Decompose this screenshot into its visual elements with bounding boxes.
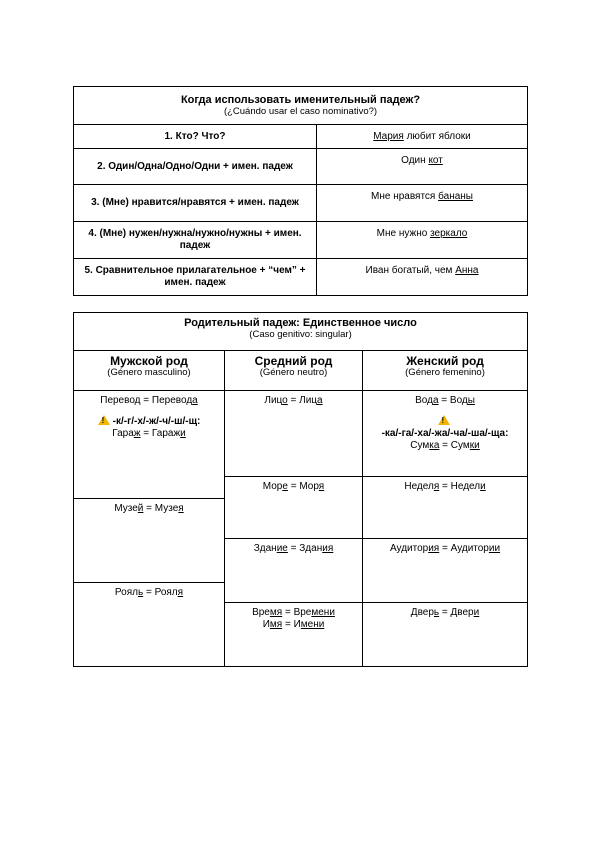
rule-3: 3. (Мне) нравится/нравятся + имен. падеж	[74, 185, 317, 222]
ex-dver: Дверь = Двери	[410, 607, 480, 618]
feminine-label: Женский род	[406, 354, 484, 368]
genitive-table	[73, 312, 528, 667]
rule-5: 5. Сравнительное прилагательное + “чем” + имен. падеж	[74, 259, 317, 296]
neut-more-cell	[225, 477, 363, 539]
masc-muzey-cell	[74, 499, 225, 583]
masculine-header	[74, 351, 225, 391]
neuter-es: (Género neutro)	[259, 367, 328, 378]
masc-perevod-cell	[74, 391, 225, 499]
genitive-title: Родительный падеж: Единственное число	[184, 317, 417, 329]
ex-royal: Рояль = Рояля	[114, 587, 184, 598]
neut-zdanie-cell	[225, 539, 363, 603]
fem-rule: -ка/-га/-ха/-жа/-ча/-ша/-ща:	[381, 428, 509, 439]
neuter-header	[225, 351, 363, 391]
ex-voda: Вода = Воды	[415, 395, 475, 406]
ex-sumka: Сумка = Сумки	[410, 440, 480, 451]
example-4: Мне нужно зеркало	[317, 222, 528, 259]
example-5: Иван богатый, чем Анна	[317, 259, 528, 296]
genitive-header	[74, 313, 528, 351]
fem-dver-cell	[363, 603, 528, 667]
neuter-label: Средний род	[254, 354, 333, 368]
masculine-label: Мужской род	[110, 354, 188, 368]
neut-vremya-cell	[225, 603, 363, 667]
nominative-header	[74, 87, 528, 125]
rule-1: 1. Кто? Что?	[74, 125, 317, 149]
fem-voda-cell	[363, 391, 528, 477]
masculine-es: (Género masculino)	[107, 367, 191, 378]
ex-garazh: Гараж = Гаражи	[112, 428, 186, 439]
ex-zdanie: Здание = Здания	[253, 543, 334, 554]
masc-royal-cell	[74, 583, 225, 667]
genitive-subtitle: (Caso genitivo: singular)	[249, 329, 352, 340]
warning-icon	[438, 415, 450, 425]
ex-vremya: Время = Времени	[252, 607, 335, 618]
ex-auditoriya: Аудитория = Аудитории	[389, 543, 501, 554]
nominative-title: Когда использовать именительный падеж?	[180, 93, 421, 106]
neut-litso-cell	[225, 391, 363, 477]
ex-imya: Имя = Имени	[262, 619, 325, 630]
ex-nedelya: Неделя = Недели	[404, 481, 486, 492]
ex-muzey: Музей = Музея	[114, 503, 184, 514]
rule-2: 2. Один/Одна/Одно/Одни + имен. падеж	[74, 149, 317, 185]
ex-litso: Лицо = Лица	[264, 395, 323, 406]
feminine-es: (Género femenino)	[405, 367, 485, 378]
fem-nedelya-cell	[363, 477, 528, 539]
rule-4: 4. (Мне) нужен/нужна/нужно/нужны + имен. падеж	[74, 222, 317, 259]
nominative-subtitle: (¿Cuándo usar el caso nominativo?)	[223, 105, 378, 117]
fem-auditoriya-cell	[363, 539, 528, 603]
example-2: Один кот	[317, 149, 528, 185]
example-1: Мария любит яблоки	[317, 125, 528, 149]
masc-rule: !-к/-г/-х/-ж/-ч/-ш/-щ:	[80, 415, 218, 428]
ex-more: Море = Моря	[262, 481, 325, 492]
nominative-table	[73, 86, 528, 296]
warning-icon	[98, 415, 110, 425]
feminine-header	[363, 351, 528, 391]
ex-perevod: Перевод = Перевода	[100, 395, 198, 406]
example-3: Мне нравятся бананы	[317, 185, 528, 222]
